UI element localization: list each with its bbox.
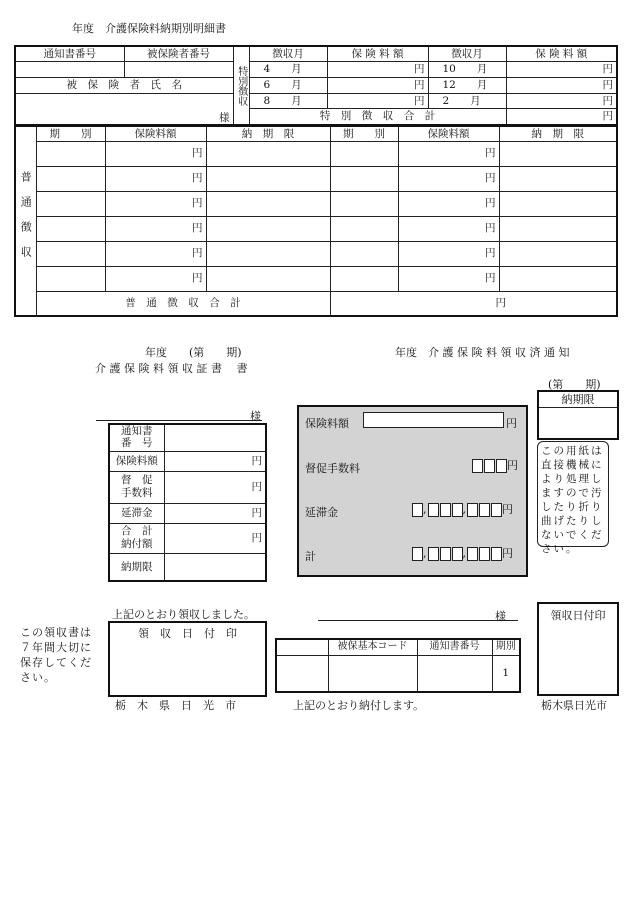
special-amount-cell: 円 xyxy=(506,78,617,93)
amount-cell: 円 xyxy=(105,241,206,266)
payment-fee-label: 督促手数料 xyxy=(305,462,360,475)
keep-note: この領収書は７年間大切に保存してください。 xyxy=(20,626,92,684)
insured-name-value xyxy=(15,93,233,125)
due-cell xyxy=(206,191,330,216)
special-label: 特別徴収 xyxy=(233,46,249,125)
amount-cell: 円 xyxy=(105,216,206,241)
insured-no-value xyxy=(124,61,233,78)
receipt-due-value xyxy=(164,553,266,581)
receipt-year-period: 年度 (第 期) xyxy=(145,346,242,359)
amount-cell: 円 xyxy=(398,266,499,291)
notice-due-label: 納期限 xyxy=(539,392,617,408)
notice-codes-table xyxy=(275,638,521,693)
notice-no-value xyxy=(15,61,124,78)
receipt-premium-value: 円 xyxy=(164,451,266,471)
payment-amount-box xyxy=(297,405,528,577)
special-amount-header-right: 保 険 料 額 xyxy=(506,46,617,61)
special-amount-cell: 円 xyxy=(327,78,428,93)
payment-premium-yen: 円 xyxy=(506,417,517,430)
notice-stamp-label: 領収日付印 xyxy=(550,609,606,622)
period-cell xyxy=(330,266,398,291)
receipt-notice-no-label: 通知書 番 号 xyxy=(109,424,164,451)
special-amount-cell: 円 xyxy=(506,61,617,78)
receipt-premium-label: 保険料額 xyxy=(109,451,164,471)
special-month-cell: 2 月 xyxy=(428,93,506,108)
codes-basic-code-cell xyxy=(328,655,417,692)
due-cell xyxy=(206,266,330,291)
payment-total-label: 計 xyxy=(305,550,316,563)
notice-stamp-box xyxy=(537,602,619,696)
period-cell xyxy=(36,266,105,291)
insured-name-header: 被 保 険 者 氏 名 xyxy=(15,78,233,93)
receipt-due-label: 納期限 xyxy=(109,553,164,581)
codes-blank-header xyxy=(276,639,328,655)
codes-basic-code-header: 被保基本コード xyxy=(328,639,417,655)
pay-text: 上記のとおり納付します。 xyxy=(293,699,425,712)
ordinary-period-header: 期 別 xyxy=(330,126,398,141)
receipt-fee-value: 円 xyxy=(164,471,266,503)
special-collection-table xyxy=(14,45,618,126)
ordinary-collection-table xyxy=(14,125,618,317)
notice-name-line xyxy=(318,620,518,621)
receipt-name-line xyxy=(96,420,262,421)
payment-premium-label: 保険料額 xyxy=(305,417,349,430)
period-cell xyxy=(330,216,398,241)
amount-cell: 円 xyxy=(398,191,499,216)
period-cell xyxy=(36,241,105,266)
amount-cell: 円 xyxy=(105,141,206,166)
receipt-detail-table xyxy=(108,423,267,582)
receipt-sama: 様 xyxy=(250,410,261,423)
codes-period-cell: 1 xyxy=(492,655,520,692)
special-month-cell: 6 月 xyxy=(249,78,327,93)
receipt-title: 介 護 保 険 料 領 収 証 書 書 xyxy=(95,362,248,375)
receipt-total-value: 円 xyxy=(164,523,266,553)
due-cell xyxy=(206,216,330,241)
special-total-value: 円 xyxy=(506,108,617,125)
due-cell xyxy=(206,166,330,191)
ordinary-amount-header: 保険料額 xyxy=(398,126,499,141)
due-cell xyxy=(206,141,330,166)
special-month-header-right: 徴収月 xyxy=(428,46,506,61)
payment-fee-digits: 円 xyxy=(471,457,518,473)
ordinary-amount-header: 保険料額 xyxy=(105,126,206,141)
amount-cell: 円 xyxy=(398,141,499,166)
receipt-late-label: 延滞金 xyxy=(109,503,164,523)
handling-note: この用紙は直接機械により処理しますので汚したり折り曲げたりしないでください。 xyxy=(537,441,609,547)
codes-blank-cell xyxy=(276,655,328,692)
ordinary-label: 普通徴収 xyxy=(15,126,36,316)
page-title: 年度 介護保険料納期別明細書 xyxy=(72,22,226,35)
amount-cell: 円 xyxy=(398,241,499,266)
receipt-city: 栃 木 県 日 光 市 xyxy=(115,699,236,712)
due-cell xyxy=(499,241,617,266)
notice-no-header: 通知書番号 xyxy=(15,46,124,61)
codes-notice-no-cell xyxy=(417,655,492,692)
ordinary-due-header: 納 期 限 xyxy=(499,126,617,141)
amount-cell: 円 xyxy=(105,191,206,216)
receipt-notice-no-value xyxy=(164,424,266,451)
sama-label: 様 xyxy=(219,111,230,124)
due-cell xyxy=(499,266,617,291)
period-cell xyxy=(36,191,105,216)
receipt-late-value: 円 xyxy=(164,503,266,523)
special-month-cell: 8 月 xyxy=(249,93,327,108)
due-cell xyxy=(499,166,617,191)
notice-sama: 様 xyxy=(495,610,506,623)
receipt-stamp-label: 領 収 日 付 印 xyxy=(138,627,237,640)
payment-total-digits: , , 円 xyxy=(411,545,513,561)
payment-late-label: 延滞金 xyxy=(305,506,338,519)
ordinary-due-header: 納 期 限 xyxy=(206,126,330,141)
receipt-total-label: 合 計 納付額 xyxy=(109,523,164,553)
notice-due-box xyxy=(537,390,619,440)
codes-notice-no-header: 通知書番号 xyxy=(417,639,492,655)
received-text: 上記のとおり領収しました。 xyxy=(112,608,255,621)
due-cell xyxy=(499,141,617,166)
due-cell xyxy=(206,241,330,266)
period-cell xyxy=(330,241,398,266)
special-total-label: 特 別 徴 収 合 計 xyxy=(249,108,506,125)
special-month-header-left: 徴収月 xyxy=(249,46,327,61)
payment-premium-field xyxy=(363,412,504,428)
special-amount-cell: 円 xyxy=(327,61,428,78)
notice-title: 年度 介 護 保 険 料 領 収 済 通 知 xyxy=(395,346,570,359)
period-cell xyxy=(36,216,105,241)
ordinary-total-label: 普 通 徴 収 合 計 xyxy=(36,291,330,316)
codes-period-header: 期別 xyxy=(492,639,520,655)
special-month-cell: 4 月 xyxy=(249,61,327,78)
notice-city: 栃木県日光市 xyxy=(541,699,607,712)
due-cell xyxy=(499,216,617,241)
due-cell xyxy=(499,191,617,216)
amount-cell: 円 xyxy=(398,216,499,241)
special-amount-header-left: 保 険 料 額 xyxy=(327,46,428,61)
special-amount-cell: 円 xyxy=(506,93,617,108)
period-cell xyxy=(330,166,398,191)
receipt-stamp-box xyxy=(108,621,267,697)
amount-cell: 円 xyxy=(398,166,499,191)
amount-cell: 円 xyxy=(105,166,206,191)
special-month-cell: 12 月 xyxy=(428,78,506,93)
ordinary-total-value: 円 xyxy=(330,291,617,316)
ordinary-period-header: 期 別 xyxy=(36,126,105,141)
amount-cell: 円 xyxy=(105,266,206,291)
special-amount-cell: 円 xyxy=(327,93,428,108)
period-cell xyxy=(36,141,105,166)
period-cell xyxy=(330,191,398,216)
payment-late-digits: , , 円 xyxy=(411,501,513,517)
notice-period: (第 期) xyxy=(548,378,601,391)
insured-no-header: 被保険者番号 xyxy=(124,46,233,61)
period-cell xyxy=(36,166,105,191)
period-cell xyxy=(330,141,398,166)
special-month-cell: 10 月 xyxy=(428,61,506,78)
receipt-fee-label: 督 促 手数料 xyxy=(109,471,164,503)
